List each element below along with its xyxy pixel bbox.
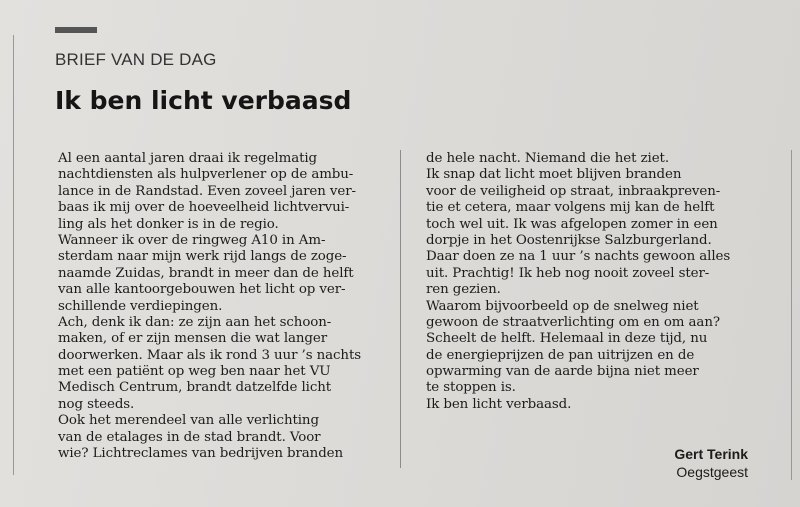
article-headline: Ik ben licht verbaasd [55, 86, 352, 115]
text-line: nachtdiensten als hulpverlener op de ambu- [58, 167, 354, 183]
text-line: baas ik mij over de hoeveelheid lichtvervui- [58, 200, 350, 216]
text-line: Ik ben licht verbaasd. [426, 396, 572, 412]
text-line: uit. Prachtig! Ik heb nog nooit zoveel ster- [426, 265, 710, 281]
article-column-right [426, 151, 766, 413]
kicker-bar [55, 27, 97, 33]
text-line: wie? Lichtreclames van bedrijven branden [58, 446, 344, 462]
text-line: voor de veiligheid op straat, inbraakpreven- [426, 183, 721, 199]
text-line: Daar doen ze na 1 uur ’s nachts gewoon alles [426, 249, 731, 265]
text-line: sterdam naar mijn werk rijd langs de zoge- [58, 249, 347, 265]
section-kicker: BRIEF VAN DE DAG [55, 50, 217, 69]
column-divider [400, 150, 401, 468]
text-line: schillende verdiepingen. [58, 298, 223, 314]
text-line: opwarming van de aarde bijna niet meer [426, 364, 699, 380]
text-line: lance in de Randstad. Even zoveel jaren ver- [58, 183, 356, 199]
text-line: maken, of er zijn mensen die wat langer [58, 331, 328, 347]
text-line: Medisch Centrum, brandt datzelfde licht [58, 380, 332, 396]
text-line: Al een aantal jaren draai ik regelmatig [58, 151, 318, 166]
text-line: Scheelt de helft. Helemaal in deze tijd, nu [426, 331, 708, 347]
text-line: Ik snap dat licht moet blijven branden [426, 167, 682, 183]
text-line: de hele nacht. Niemand die het ziet. [426, 151, 669, 166]
text-line: van de etalages in de stad brandt. Voor [58, 429, 321, 445]
text-line: Wanneer ik over de ringweg A10 in Am- [58, 232, 326, 248]
author-place: Oegstgeest [676, 464, 748, 480]
text-line: nog steeds. [58, 396, 135, 412]
text-line: gewoon de straatverlichting om en om aan? [426, 314, 720, 330]
text-line: tie et cetera, maar volgens mij kan de helft [426, 200, 715, 216]
text-line: de energieprijzen de pan uitrijzen en de [426, 347, 695, 363]
text-line: dorpje in het Oostenrijkse Salzburgerland. [426, 232, 712, 248]
text-line: te stoppen is. [426, 380, 516, 396]
text-line: Ach, denk ik dan: ze zijn aan het schoon- [58, 314, 332, 330]
article-column-left [58, 151, 393, 462]
left-margin-rule [13, 35, 14, 475]
text-line: met een patiënt op weg ben naar het VU [58, 364, 331, 380]
text-line: ren gezien. [426, 282, 501, 298]
text-line: ling als het donker is in de regio. [58, 216, 279, 232]
text-line: doorwerken. Maar als ik rond 3 uur ’s nachts [58, 347, 362, 363]
text-line: Waarom bijvoorbeeld op de snelweg niet [426, 298, 699, 314]
text-line: van alle kantoorgebouwen het licht op ver- [58, 282, 346, 298]
text-line: Ook het merendeel van alle verlichting [58, 413, 319, 429]
text-line: toch wel uit. Ik was afgelopen zomer in een [426, 216, 718, 232]
letter-signature [674, 445, 748, 481]
text-line: naamde Zuidas, brandt in meer dan de helft [58, 265, 354, 281]
author-name: Gert Terink [674, 446, 748, 462]
right-margin-rule [791, 150, 792, 480]
